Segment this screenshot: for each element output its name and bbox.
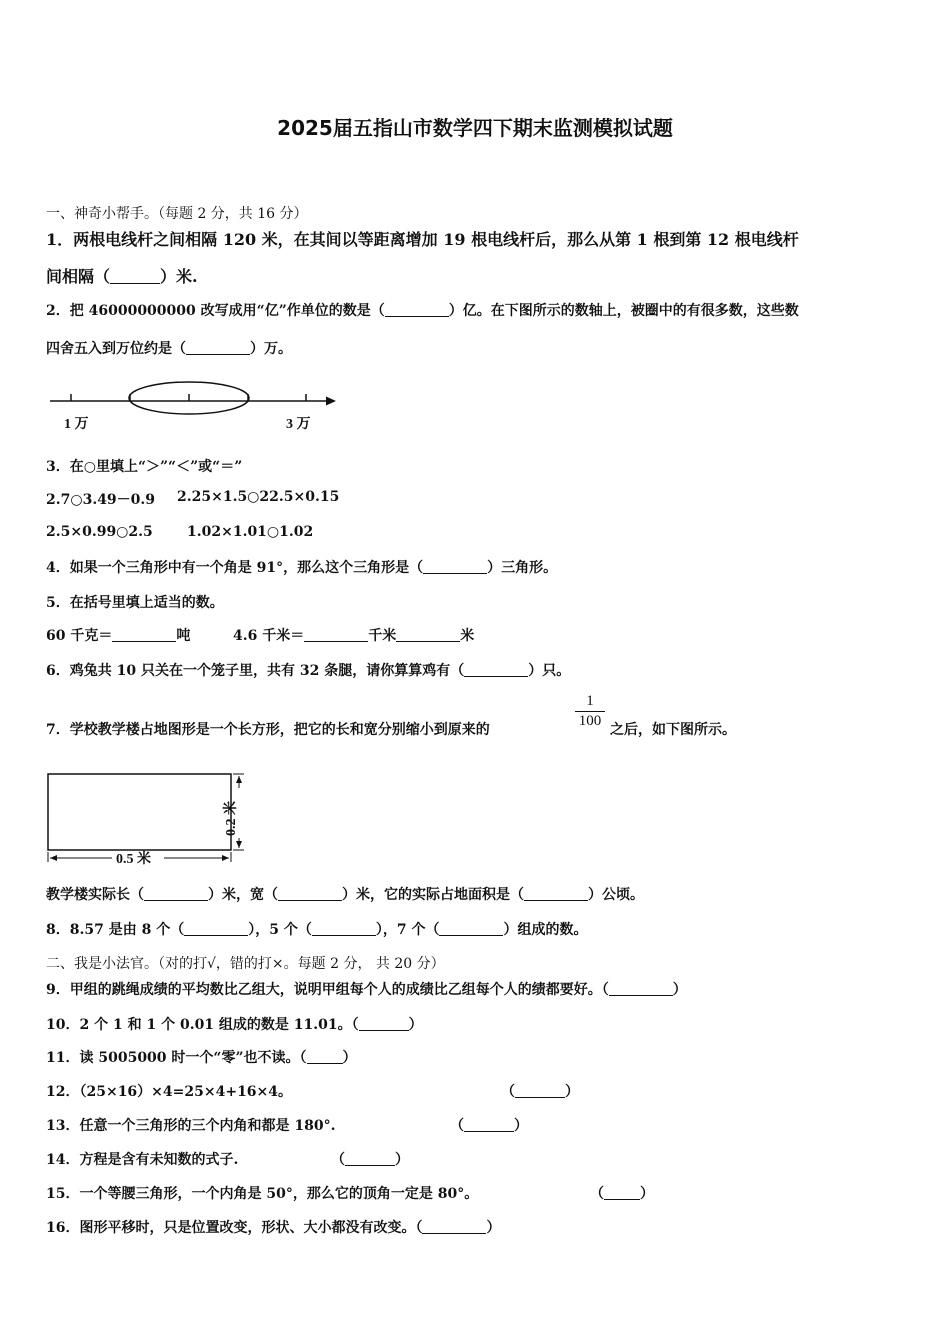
question-1-line-2	[46, 264, 198, 287]
question-1-line-1: 1．两根电线杆之间相隔 120 米，在其间以等距离增加 19 根电线杆后，那么从第 1 根到第 12 根电线杆	[46, 230, 799, 249]
q5-text-b2: 千米	[368, 628, 397, 644]
question-11	[46, 1047, 357, 1067]
q5-text-a1: 60 千克＝	[46, 628, 113, 644]
width-arrow-bottom	[236, 841, 242, 848]
section-1-heading: 一、神奇小帮手。（每题 2 分，共 16 分）	[46, 206, 308, 222]
question-2-text-a: 2．把 46000000000 改写成用“亿”作单位的数是（	[46, 303, 385, 319]
question-8	[46, 919, 587, 939]
question-16	[46, 1217, 500, 1237]
answer-blank-q2a[interactable]	[385, 302, 449, 317]
q5-text-b3: 米	[460, 628, 475, 644]
question-6-text-b: ）只。	[528, 663, 571, 679]
q11-close: ）	[342, 1050, 357, 1066]
answer-blank-q4[interactable]	[423, 559, 487, 574]
question-7-text-a: 7．学校教学楼占地图形是一个长方形，把它的长和宽分别缩小到原来的	[46, 722, 490, 738]
answer-blank-q8c[interactable]	[439, 921, 503, 936]
question-5-item-b	[233, 625, 474, 645]
answer-blank-q5c[interactable]	[396, 627, 460, 642]
q13-open: （	[450, 1118, 464, 1134]
q9-text: 9．甲组的跳绳成绩的平均数比乙组大，说明甲组每个人的成绩比乙组每个人的绩都要好。（	[46, 982, 609, 998]
q9-close: ）	[672, 982, 687, 998]
q7-ans-b: ）米，宽（	[208, 887, 278, 903]
question-14-answer	[331, 1149, 409, 1169]
number-line-arrow	[326, 397, 336, 406]
question-7-answer	[46, 884, 644, 904]
question-13-text: 13．任意一个三角形的三个内角和都是 180°.	[46, 1118, 336, 1134]
answer-blank-q12[interactable]	[515, 1083, 565, 1098]
question-12-text: 12．（25×16）×4=25×4+16×4。	[46, 1084, 293, 1100]
question-9	[46, 979, 687, 999]
q8-text-d: ）组成的数。	[503, 922, 588, 938]
question-10	[46, 1014, 423, 1034]
fraction-numerator: 1	[575, 692, 605, 712]
question-6	[46, 660, 570, 680]
q8-text-b: ），5 个（	[248, 922, 312, 938]
question-2-line-2	[46, 338, 292, 358]
q8-text-c: ），7 个（	[375, 922, 440, 938]
section-2-heading: 二、我是小法官。（对的打√，错的打×。每题 2 分， 共 20 分）	[46, 956, 445, 972]
question-2-text-b: ）亿。在下图所示的数轴上，被圈中的有很多数，这些数	[448, 303, 799, 319]
question-13-answer	[450, 1115, 528, 1135]
question-6-text-a: 6．鸡兔共 10 只关在一个笼子里，共有 32 条腿，请你算算鸡有（	[46, 663, 465, 679]
q5-text-a2: 吨	[176, 628, 191, 644]
length-arrow-right	[222, 855, 229, 861]
building-rectangle	[48, 774, 231, 850]
length-arrow-left	[50, 855, 57, 861]
answer-blank-q14[interactable]	[345, 1151, 395, 1166]
q16-close: ）	[486, 1220, 501, 1236]
q14-open: （	[331, 1152, 345, 1168]
answer-blank-q5b[interactable]	[304, 627, 368, 642]
question-15-text: 15．一个等腰三角形，一个内角是 50°，那么它的顶角一定是 80°。	[46, 1186, 479, 1202]
axis-left-label: 1 万	[64, 417, 89, 432]
answer-blank-q6[interactable]	[464, 662, 528, 677]
q7-ans-c: ）米，它的实际占地面积是（	[342, 887, 524, 903]
answer-blank-q2b[interactable]	[186, 340, 250, 355]
answer-blank-q7b[interactable]	[278, 886, 342, 901]
question-15-answer	[590, 1183, 654, 1203]
q5-text-b1: 4.6 千米＝	[233, 628, 305, 644]
q15-open: （	[590, 1186, 604, 1202]
question-1-text-a: 间相隔（	[46, 267, 111, 286]
question-2-line-1	[46, 300, 799, 320]
question-4-text-a: 4．如果一个三角形中有一个角是 91°，那么这个三角形是（	[46, 560, 424, 576]
fraction-denominator: 100	[578, 713, 602, 729]
number-line-figure	[46, 380, 346, 436]
answer-blank-q11[interactable]	[307, 1049, 343, 1064]
q8-text-a: 8．8.57 是由 8 个（	[46, 922, 185, 938]
length-label: 0.5 米	[116, 852, 151, 867]
q11-text: 11．读 5005000 时一个“零”也不读。（	[46, 1050, 307, 1066]
question-5-item-a	[46, 625, 190, 645]
fraction-one-hundredth	[575, 692, 605, 731]
question-7-text-b: 之后，如下图所示。	[610, 722, 736, 738]
question-1-text-b: ）米.	[160, 267, 198, 286]
q10-text: 10．2 个 1 和 1 个 0.01 组成的数是 11.01。（	[46, 1017, 359, 1033]
answer-blank-q8a[interactable]	[184, 921, 248, 936]
answer-blank-q10[interactable]	[359, 1016, 409, 1031]
q16-text: 16．图形平移时，只是位置改变，形状、大小都没有改变。（	[46, 1220, 423, 1236]
answer-blank-q7c[interactable]	[524, 886, 588, 901]
q13-close: ）	[514, 1118, 528, 1134]
axis-right-label: 3 万	[286, 417, 311, 432]
width-arrow-top	[236, 776, 242, 783]
q7-ans-a: 教学楼实际长（	[46, 887, 144, 903]
answer-blank-q1[interactable]	[110, 269, 160, 284]
question-4	[46, 557, 557, 577]
question-12-answer	[501, 1081, 579, 1101]
answer-blank-q15[interactable]	[604, 1185, 640, 1200]
q10-close: ）	[408, 1017, 423, 1033]
question-4-text-b: ）三角形。	[487, 560, 558, 576]
q12-close: ）	[565, 1084, 579, 1100]
question-14-text: 14．方程是含有未知数的式子.	[46, 1152, 239, 1168]
question-5-prompt: 5．在括号里填上适当的数。	[46, 595, 224, 611]
answer-blank-q5a[interactable]	[112, 627, 176, 642]
question-3-item-a: 2.7○3.49－0.9	[46, 492, 156, 508]
rectangle-figure	[44, 768, 259, 868]
q14-close: ）	[395, 1152, 409, 1168]
answer-blank-q8b[interactable]	[312, 921, 376, 936]
answer-blank-q13[interactable]	[464, 1117, 514, 1132]
q15-close: ）	[640, 1186, 654, 1202]
q7-ans-d: ）公顷。	[588, 887, 644, 903]
question-3-item-c: 2.5×0.99○2.5	[46, 524, 153, 540]
width-label: 0.2 米	[224, 801, 239, 836]
question-3-item-d: 1.02×1.01○1.02	[187, 524, 314, 540]
answer-blank-q9[interactable]	[609, 981, 673, 996]
question-2-text-c: 四舍五入到万位约是（	[46, 341, 186, 357]
answer-blank-q16[interactable]	[422, 1219, 486, 1234]
question-3-prompt: 3．在○里填上“＞”“＜”或“＝”	[46, 459, 243, 475]
page-title: 2025届五指山市数学四下期末监测模拟试题	[277, 116, 673, 140]
answer-blank-q7a[interactable]	[144, 886, 208, 901]
question-3-item-b: 2.25×1.5○22.5×0.15	[177, 489, 340, 505]
q12-open: （	[501, 1084, 515, 1100]
question-2-text-d: ）万。	[250, 341, 292, 357]
